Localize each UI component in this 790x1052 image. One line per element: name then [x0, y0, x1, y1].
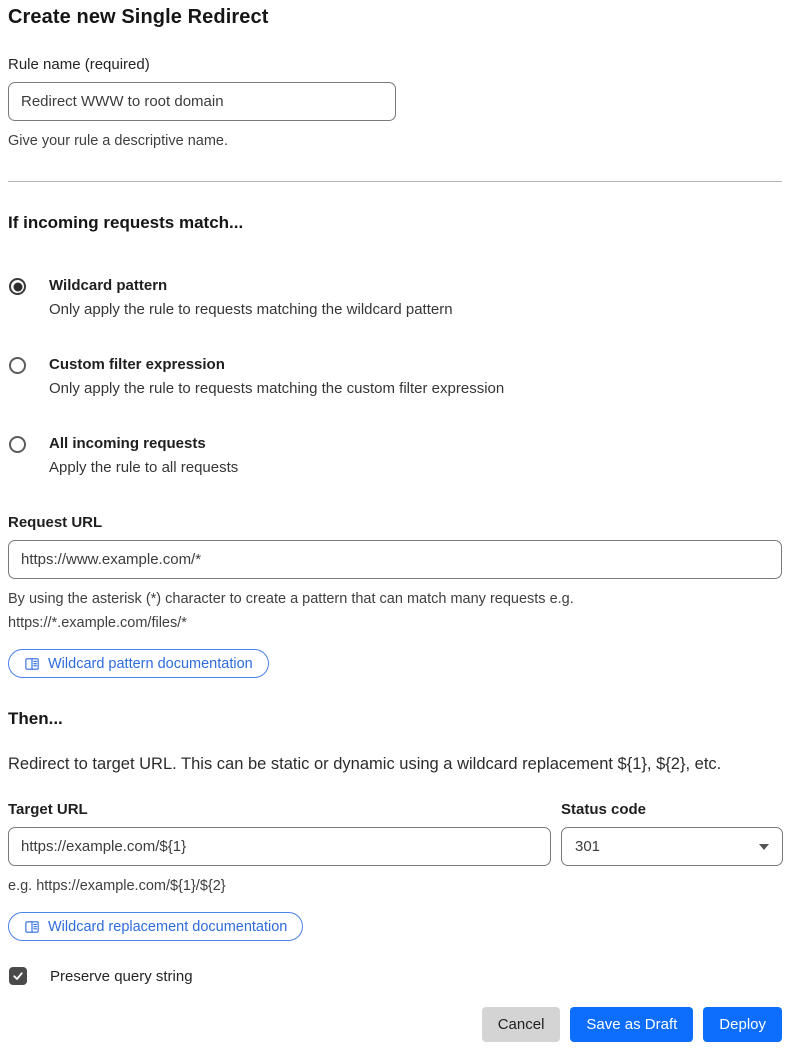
request-url-helper	[8, 587, 782, 635]
footer-actions	[8, 1007, 782, 1042]
request-url-helper-line1: By using the asterisk (*) character to create a pattern that can match many requests e.g.	[8, 591, 574, 607]
match-section-heading: If incoming requests match...	[8, 213, 244, 232]
match-type-radio-group	[8, 277, 782, 476]
radio-button-icon[interactable]	[9, 278, 26, 295]
status-code-label: Status code	[561, 801, 647, 818]
radio-option-wildcard-pattern[interactable]	[8, 277, 782, 318]
doc-button-label: Wildcard replacement documentation	[48, 918, 288, 935]
wildcard-replacement-documentation-button[interactable]	[8, 912, 303, 941]
radio-option-label: Custom filter expression	[49, 356, 225, 373]
status-code-select[interactable]	[561, 827, 783, 866]
doc-button-label: Wildcard pattern documentation	[48, 655, 253, 672]
rule-name-helper: Give your rule a descriptive name.	[8, 133, 229, 149]
then-section-description: Redirect to target URL. This can be static or dynamic using a wildcard replacement ${1}, ${2}, etc.	[8, 755, 722, 773]
preserve-query-string-option[interactable]	[8, 967, 782, 985]
radio-option-all-incoming-requests[interactable]	[8, 435, 782, 476]
save-as-draft-button[interactable]: Save as Draft	[570, 1007, 693, 1042]
radio-button-icon[interactable]	[9, 436, 26, 453]
radio-option-description: Only apply the rule to requests matching the custom filter expression	[49, 380, 505, 397]
request-url-helper-line2: https://*.example.com/files/*	[8, 615, 187, 631]
preserve-query-string-label: Preserve query string	[50, 967, 193, 985]
rule-name-label: Rule name (required)	[8, 56, 150, 73]
radio-option-description: Only apply the rule to requests matching the wildcard pattern	[49, 301, 453, 318]
wildcard-pattern-documentation-button[interactable]	[8, 649, 269, 678]
section-divider	[8, 181, 782, 182]
radio-button-icon[interactable]	[9, 357, 26, 374]
book-icon	[24, 919, 40, 935]
status-code-value: 301	[575, 838, 601, 855]
radio-option-label: All incoming requests	[49, 435, 206, 452]
request-url-label: Request URL	[8, 514, 103, 531]
radio-option-label: Wildcard pattern	[49, 277, 168, 294]
rule-name-input[interactable]	[8, 82, 396, 121]
cancel-button[interactable]: Cancel	[482, 1007, 561, 1042]
deploy-button[interactable]: Deploy	[703, 1007, 782, 1042]
target-url-status-row	[8, 801, 782, 898]
target-url-input[interactable]	[8, 827, 551, 866]
then-section-heading: Then...	[8, 709, 63, 728]
request-url-input[interactable]	[8, 540, 782, 579]
target-url-label: Target URL	[8, 801, 88, 818]
target-url-helper: e.g. https://example.com/${1}/${2}	[8, 878, 226, 894]
page-title: Create new Single Redirect	[8, 6, 269, 28]
checkbox-checked-icon[interactable]	[9, 967, 27, 985]
radio-option-custom-filter-expression[interactable]	[8, 356, 782, 397]
book-icon	[24, 656, 40, 672]
chevron-down-icon	[759, 844, 769, 850]
radio-option-description: Apply the rule to all requests	[49, 459, 239, 476]
